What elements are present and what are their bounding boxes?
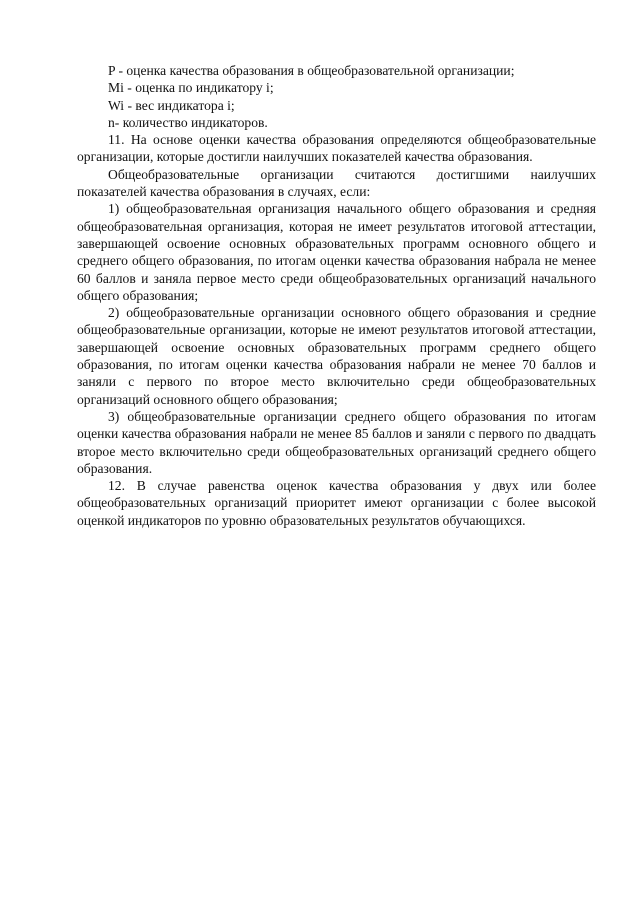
paragraph-11: 11. На основе оценки качества образования определяются общеобразовательные организации, которые достигли наилучших показателей качества образования. [77, 132, 596, 165]
definition-wi: Wi - вес индикатора i; [108, 97, 235, 113]
document-page [77, 62, 596, 529]
list-item-1: 1) общеобразовательная организация начального общего образования и средняя общеобразовательная организация, которая не имеет результатов итоговой аттестации, завершающей освоение основных образовательных программ основного общего и среднего общего образования, по итогам оценки качества образования набрала не менее 60 баллов и заняла первое место среди общеобразовательных организаций начального общего образования; [77, 201, 596, 303]
paragraph-best-criteria-intro: Общеобразовательные организации считаются достигшими наилучших показателей качества образования в случаях, если: [77, 166, 596, 200]
list-item-2: 2) общеобразовательные организации основного общего образования и средние общеобразовательные организации, которые не имеют результатов итоговой аттестации, завершающей освоение основных образовательных программ среднего общего образования, по итогам оценки качества образования набрали не менее 70 баллов и заняли с первого по второе место включительно среди общеобразовательных организаций основного общего образования; [77, 305, 596, 407]
list-item-3: 3) общеобразовательные организации среднего общего образования по итогам оценки качества образования набрали не менее 85 баллов и заняли с первого по двадцать второе место включительно среди общеобразовательных организаций среднего общего образования. [77, 408, 596, 476]
paragraph-12: 12. В случае равенства оценок качества образования у двух или более общеобразовательных организаций приоритет имеют организации с более высокой оценкой индикаторов по уровню образовательных результатов обучающихся. [77, 478, 596, 528]
definition-mi: Mi - оценка по индикатору i; [108, 80, 274, 96]
definition-n: n- количество индикаторов. [108, 114, 268, 130]
definition-p: P - оценка качества образования в общеобразовательной организации; [108, 63, 515, 78]
